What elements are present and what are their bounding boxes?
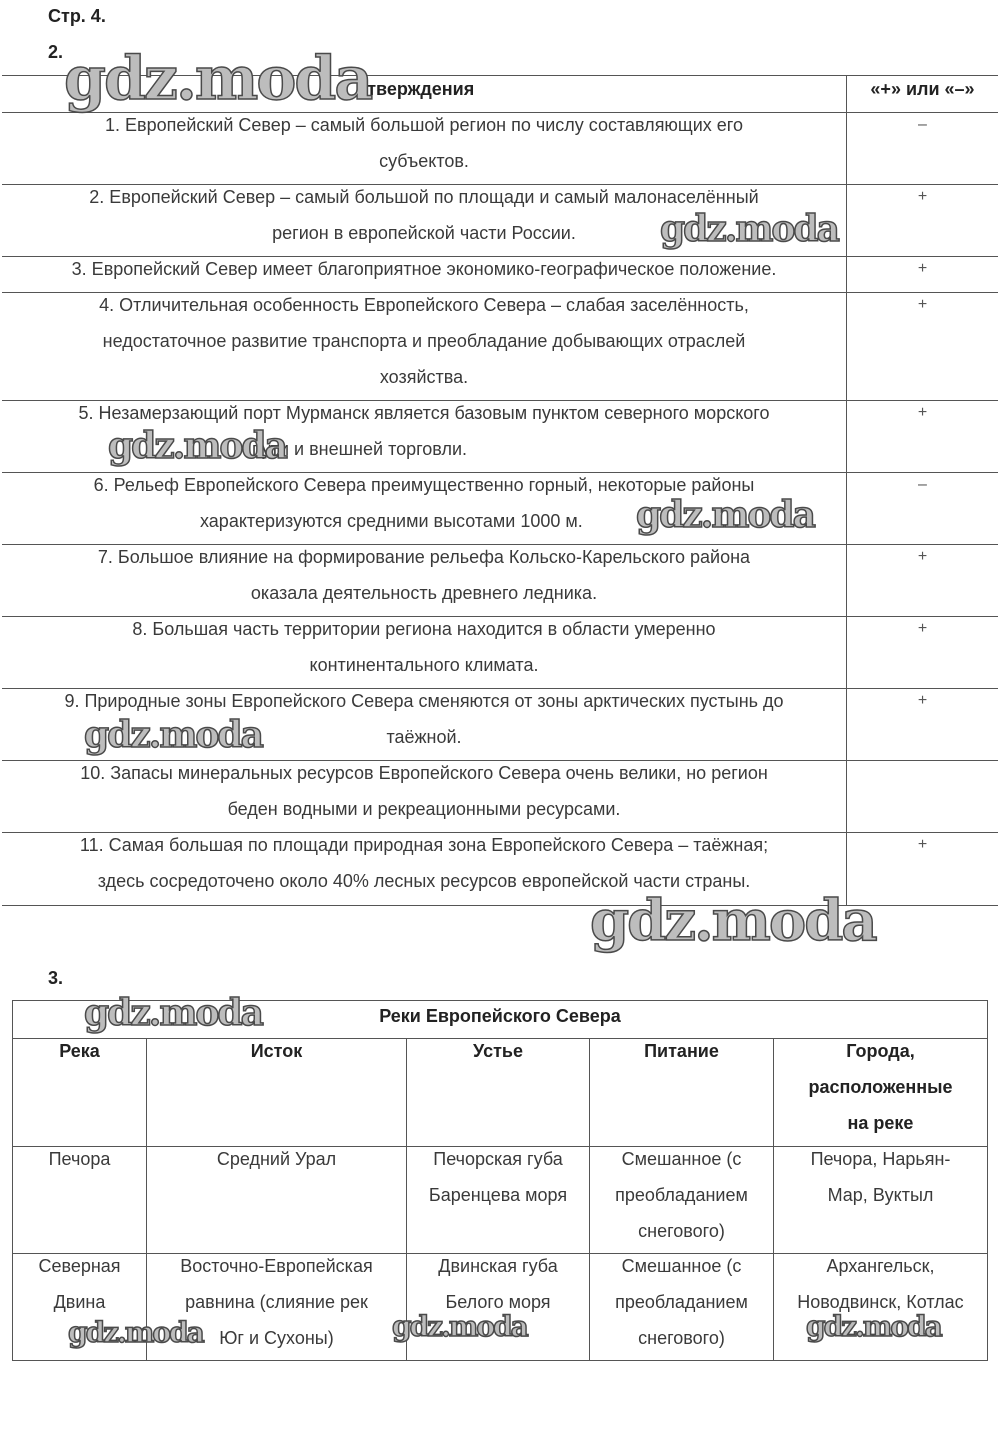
statement-line: характеризуются средними высотами 1000 м.	[200, 511, 583, 531]
cell-text: Смешанное (с	[621, 1256, 742, 1276]
cell-cities	[774, 1141, 987, 1213]
statement-line: 11. Самая большая по площади природная зона Европейского Севера – таёжная;	[79, 835, 769, 855]
answer-mark: –	[918, 116, 927, 133]
cell-text: Новодвинск, Котлас	[797, 1292, 964, 1312]
cell-text: Архангельск,	[826, 1256, 935, 1276]
statement-line: оказала деятельность древнего ледника.	[250, 583, 598, 603]
cell-text: преобладанием	[615, 1185, 748, 1205]
cell-mouth	[407, 1248, 589, 1320]
statement-line: недостаточное развитие транспорта и преобладание добывающих отраслей	[102, 331, 746, 351]
watermark: gdz.moda	[590, 888, 876, 954]
answer-mark: +	[917, 692, 928, 709]
answer-mark: +	[917, 620, 928, 637]
statements-table	[2, 75, 998, 906]
answer-mark: +	[917, 260, 928, 277]
cell-text: Смешанное (с	[621, 1149, 742, 1169]
watermark: gdz.moda	[84, 992, 262, 1034]
statement-line: пути и внешней торговли.	[252, 439, 468, 459]
watermark: gdz.moda	[64, 44, 372, 114]
task3-number: 3.	[48, 968, 64, 988]
cell-text: Северная	[38, 1256, 121, 1276]
statement-line: 9. Природные зоны Европейского Севера сменяются от зоны арктических пустынь до	[64, 691, 784, 711]
cell-text: Мар, Вуктыл	[827, 1185, 934, 1205]
cell-source	[147, 1141, 406, 1177]
cell-text: преобладанием	[615, 1292, 748, 1312]
statement-line: регион в европейской части России.	[272, 223, 576, 243]
cell-river	[13, 1248, 146, 1320]
watermark: gdz.moda	[660, 208, 838, 250]
statement-line: хозяйства.	[379, 367, 469, 387]
cell-feeding	[590, 1141, 773, 1249]
statement-line: беден водными и рекреационными ресурсами.	[227, 799, 621, 819]
header-text: Города,	[846, 1041, 915, 1061]
watermark: gdz.moda	[636, 494, 814, 536]
cell-river	[13, 1141, 146, 1177]
statement-line: континентального климата.	[309, 655, 539, 675]
answer-mark: +	[917, 188, 928, 205]
watermark: gdz.moda	[806, 1310, 941, 1343]
statement-line: 7. Большое влияние на формирование рельефа Кольско-Карельского района	[97, 547, 751, 567]
cell-text: Белого моря	[445, 1292, 551, 1312]
page-label: Стр. 4.	[48, 6, 106, 26]
header-text: Река	[59, 1041, 100, 1061]
watermark: gdz.moda	[392, 1310, 527, 1343]
column-header-source	[147, 1033, 406, 1069]
statement-line: 10. Запасы минеральных ресурсов Европейского Севера очень велики, но регион	[80, 763, 768, 783]
column-header-mouth	[407, 1033, 589, 1069]
header-text: расположенные	[808, 1077, 953, 1097]
statement-line: субъектов.	[379, 151, 469, 171]
watermark: gdz.moda	[84, 714, 262, 756]
cell-text: Двинская губа	[438, 1256, 558, 1276]
cell-cities	[774, 1248, 987, 1320]
header-text: Питание	[644, 1041, 719, 1061]
answer-mark: –	[918, 476, 927, 493]
statement-line: 6. Рельеф Европейского Севера преимущественно горный, некоторые районы	[93, 475, 755, 495]
statement-line: таёжной.	[386, 727, 462, 747]
header-mark: «+» или «–»	[870, 79, 975, 99]
statement-line: 1. Европейский Север – самый большой регион по числу составляющих его	[104, 115, 743, 135]
answer-mark: +	[917, 548, 928, 565]
cell-text: Двина	[53, 1292, 106, 1312]
statement-line: 3. Европейский Север имеет благоприятное экономико-географическое положение.	[71, 259, 777, 279]
watermark: gdz.moda	[108, 425, 286, 467]
header-statements: Утверждения	[356, 79, 475, 99]
table-title: Реки Европейского Севера	[13, 1001, 987, 1039]
cell-text: Печора	[48, 1149, 111, 1169]
cell-feeding	[590, 1248, 773, 1356]
rivers-table	[12, 1000, 988, 1361]
cell-text: Баренцева моря	[428, 1185, 568, 1205]
answer-mark: +	[917, 296, 928, 313]
statement-line: 5. Незамерзающий порт Мурманск является базовым пунктом северного морского	[78, 403, 770, 423]
cell-text: снегового)	[638, 1328, 725, 1348]
watermark: gdz.moda	[68, 1316, 203, 1349]
column-header-cities	[774, 1033, 987, 1141]
cell-text: Юг и Сухоны)	[219, 1328, 334, 1348]
cell-text: равнина (слияние рек	[185, 1292, 368, 1312]
answer-mark: +	[917, 404, 928, 421]
header-text: Исток	[250, 1041, 303, 1061]
column-header-river	[13, 1033, 146, 1069]
statement-line: здесь сосредоточено около 40% лесных ресурсов европейской части страны.	[97, 871, 751, 891]
cell-text: снегового)	[638, 1221, 725, 1241]
task2-number: 2.	[48, 42, 64, 62]
cell-text: Печорская губа	[433, 1149, 563, 1169]
cell-text: Средний Урал	[216, 1149, 337, 1169]
cell-mouth	[407, 1141, 589, 1213]
answer-mark: +	[917, 836, 928, 853]
cell-source	[147, 1248, 406, 1356]
column-header-feeding	[590, 1033, 773, 1069]
statement-line: 2. Европейский Север – самый большой по площади и самый малонаселённый	[89, 187, 759, 207]
divider	[2, 905, 998, 906]
cell-text: Восточно-Европейская	[180, 1256, 373, 1276]
statement-line: 4. Отличительная особенность Европейского Севера – слабая заселённость,	[99, 295, 749, 315]
statement-line: 8. Большая часть территории региона находится в области умеренно	[132, 619, 716, 639]
header-text: на реке	[847, 1113, 914, 1133]
header-text: Устье	[473, 1041, 523, 1061]
cell-text: Печора, Нарьян-	[810, 1149, 951, 1169]
